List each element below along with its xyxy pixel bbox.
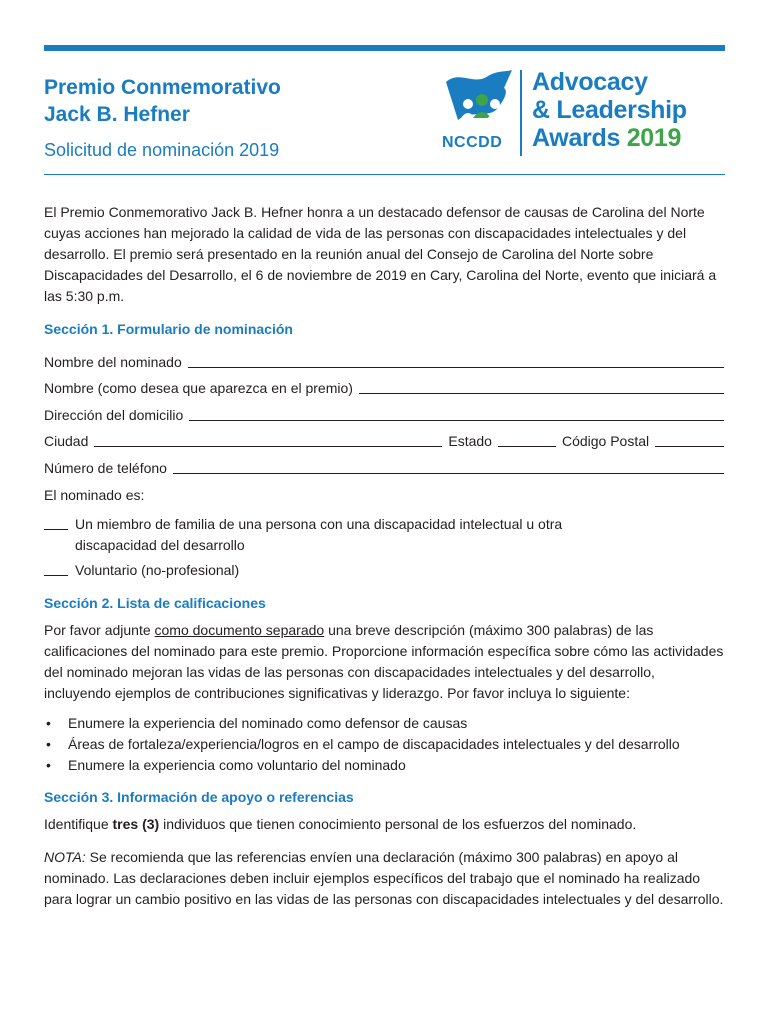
section3-identify [44, 814, 724, 835]
identify-after: individuos que tienen conocimiento personal de los esfuerzos del nominado. [159, 815, 637, 832]
option-volunteer-label: Voluntario (no-profesional) [75, 561, 240, 578]
nccdd-awards-logo [440, 64, 710, 160]
list-item: • Enumere la experiencia del nominado como defensor de causas [44, 714, 724, 733]
logo-divider [520, 70, 522, 156]
state-label: Estado [448, 433, 492, 449]
address-line[interactable] [189, 420, 724, 421]
logo-text [532, 68, 687, 152]
nominee-name-label: Nombre del nominado [44, 353, 182, 370]
award-name-label: Nombre (como desea que aparezca en el premio) [44, 380, 353, 396]
phone-line[interactable] [173, 473, 724, 474]
page-subtitle: Solicitud de nominación 2019 [44, 140, 280, 160]
option-volunteer-blank[interactable] [44, 560, 68, 576]
zip-label: Código Postal [561, 433, 650, 449]
section1-heading: Sección 1. Formulario de nominación [44, 321, 293, 337]
phone-field[interactable] [44, 452, 724, 479]
logo-line3 [532, 124, 687, 152]
section2-text-before: Por favor adjunte [44, 621, 155, 638]
option-family-member[interactable] [44, 514, 724, 556]
page-title-line2: Jack B. Hefner [44, 103, 190, 126]
logo-awards: Awards [532, 124, 627, 152]
identify-before: Identifique [44, 815, 113, 832]
section2-paragraph [44, 620, 724, 704]
city-line[interactable] [94, 446, 442, 447]
form-content [44, 202, 724, 910]
option-family-blank[interactable] [44, 514, 68, 530]
nominee-is-label: El nominado es: [44, 486, 145, 503]
note-text: Se recomienda que las referencias envíen una declaración (máximo 300 palabras) en apoyo al nominado. Las declaraciones deben incluir ejemplos específicos del trabajo que el nominado ha realizado para lograr un cambio positivo en las vidas de las personas con discapacidades intelectuales y del desarrollo. [44, 848, 724, 907]
option-family-label: Un miembro de familia de una persona con una discapacidad intelectual u otra discapacidad del desarrollo [75, 515, 563, 553]
award-name-line[interactable] [359, 393, 724, 394]
title-block [44, 74, 281, 161]
list-item: • Áreas de fortaleza/experiencia/logros en el campo de discapacidades intelectuales y del desarrollo [44, 735, 724, 754]
nccdd-label: NCCDD [442, 134, 503, 151]
note-label: NOTA: [44, 848, 86, 865]
address-label: Dirección del domicilio [44, 406, 184, 423]
qualification-list [44, 714, 724, 775]
logo-line1: Advocacy [532, 68, 648, 96]
identify-bold: tres (3) [112, 815, 160, 832]
option-volunteer[interactable] [44, 560, 724, 581]
city-label: Ciudad [44, 433, 89, 449]
list-item: • Enumere la experiencia como voluntario del nominado [44, 756, 724, 775]
top-rule [44, 45, 725, 51]
logo-line2: & Leadership [532, 96, 687, 124]
address-field[interactable] [44, 399, 724, 426]
zip-line[interactable] [655, 446, 724, 447]
header-divider [44, 174, 725, 175]
flag-people-icon [440, 66, 518, 132]
phone-label: Número de teléfono [44, 459, 167, 476]
section2-text-after: una breve descripción (máximo 300 palabras) de las calificaciones del nominado para este premio. Proporcione información específica sobre cómo las actividades del nominado mejoran las vidas de las personas con discapacidades intelectuales y del desarrollo, incluyendo ejemplos de contribuciones significativas y liderazgo. Por favor incluya lo siguiente: [44, 621, 724, 701]
award-name-field[interactable] [44, 373, 724, 400]
section3-note [44, 847, 724, 910]
city-state-zip-row[interactable] [44, 426, 724, 453]
intro-paragraph: El Premio Conmemorativo Jack B. Hefner honra a un destacado defensor de causas de Carolina del Norte cuyas acciones han mejorado la calidad de vida de las personas con discapacidades intelectuales y del desarrollo. El premio será presentado en la reunión anual del Consejo de Carolina del Norte sobre Discapacidades del Desarrollo, el 6 de noviembre de 2019 en Cary, Carolina del Norte, evento que iniciará a las 5:30 p.m. [44, 204, 717, 304]
state-line[interactable] [498, 446, 556, 447]
logo-year: 2019 [626, 124, 682, 152]
section2-text-underlined: como documento separado [154, 621, 325, 638]
page-title-line1: Premio Conmemorativo [44, 76, 281, 99]
section3-heading: Sección 3. Información de apoyo o referencias [44, 788, 354, 805]
section2-heading: Sección 2. Lista de calificaciones [44, 594, 266, 611]
nominee-name-field[interactable] [44, 346, 724, 373]
nominee-name-line[interactable] [188, 367, 724, 368]
